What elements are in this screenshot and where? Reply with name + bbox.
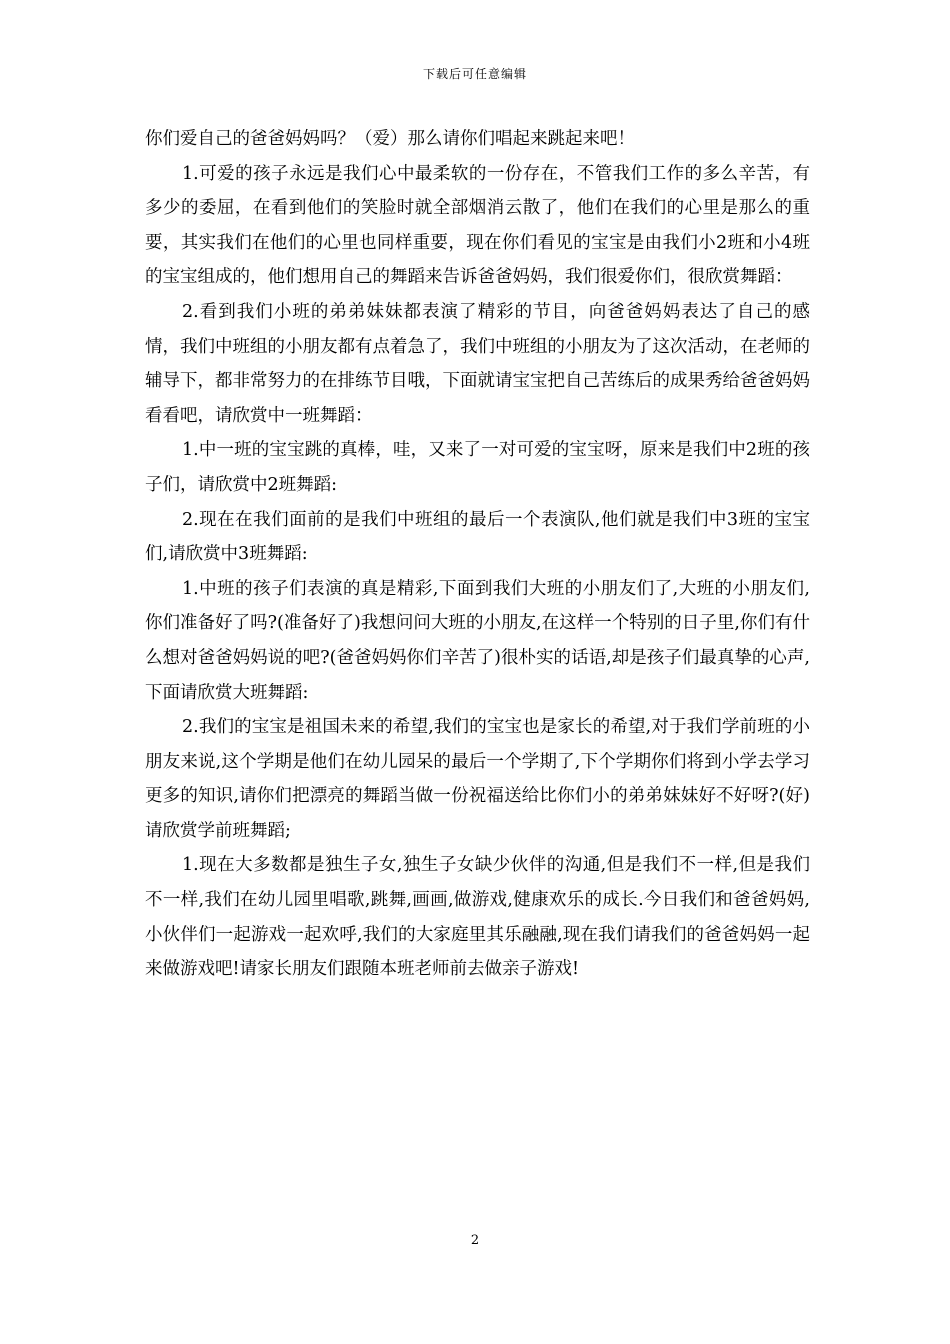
paragraph-2: 1.可爱的孩子永远是我们心中最柔软的一份存在，不管我们工作的多么辛苦，有多少的委屈，在看到他们的笑脸时就全部烟消云散了，他们在我们的心里是那么的重要，其实我们在他们的心里也同样重要，现在你们看见的宝宝是由我们小2班和小4班的宝宝组成的，他们想用自己的舞蹈来告诉爸爸妈妈，我们很爱你们，很欣赏舞蹈： [145, 163, 810, 288]
document-body [145, 122, 810, 987]
paragraph-7: 2.我们的宝宝是祖国未来的希望,我们的宝宝也是家长的希望,对于我们学前班的小朋友来说,这个学期是他们在幼儿园呆的最后一个学期了,下个学期你们将到小学去学习更多的知识,请你们把漂亮的舞蹈当做一份祝福送给比你们小的弟弟妹妹好不好呀?(好)请欣赏学前班舞蹈; [145, 717, 810, 841]
paragraph-8: 1.现在大多数都是独生子女,独生子女缺少伙伴的沟通,但是我们不一样,但是我们不一样,我们在幼儿园里唱歌,跳舞,画画,做游戏,健康欢乐的成长.今日我们和爸爸妈妈,小伙伴们一起游戏一起欢呼,我们的大家庭里其乐融融,现在我们请我们的爸爸妈妈一起来做游戏吧!请家长朋友们跟随本班老师前去做亲子游戏! [145, 855, 810, 980]
page-header: 下载后可任意编辑 [422, 67, 527, 81]
paragraph-4: 1.中一班的宝宝跳的真棒，哇，又来了一对可爱的宝宝呀，原来是我们中2班的孩子们，请欣赏中2班舞蹈: [145, 440, 810, 495]
paragraph-3: 2.看到我们小班的弟弟妹妹都表演了精彩的节目，向爸爸妈妈表达了自己的感情，我们中班组的小朋友都有点着急了，我们中班组的小朋友为了这次活动，在老师的辅导下，都非常努力的在排练节目哦，下面就请宝宝把自己苦练后的成果秀给爸爸妈妈看看吧，请欣赏中一班舞蹈： [145, 301, 810, 426]
paragraph-6: 1.中班的孩子们表演的真是精彩,下面到我们大班的小朋友们了,大班的小朋友们,你们准备好了吗?(准备好了)我想问问大班的小朋友,在这样一个特别的日子里,你们有什么想对爸爸妈妈说的吧?(爸爸妈妈你们辛苦了)很朴实的话语,却是孩子们最真挚的心声,下面请欣赏大班舞蹈: [145, 578, 810, 703]
paragraph-1: 你们爱自己的爸爸妈妈吗？（爱）那么请你们唱起来跳起来吧！ [145, 129, 635, 149]
paragraph-5: 2.现在在我们面前的是我们中班组的最后一个表演队,他们就是我们中3班的宝宝们,请欣赏中3班舞蹈: [145, 509, 810, 565]
page-number: 2 [470, 1233, 480, 1248]
